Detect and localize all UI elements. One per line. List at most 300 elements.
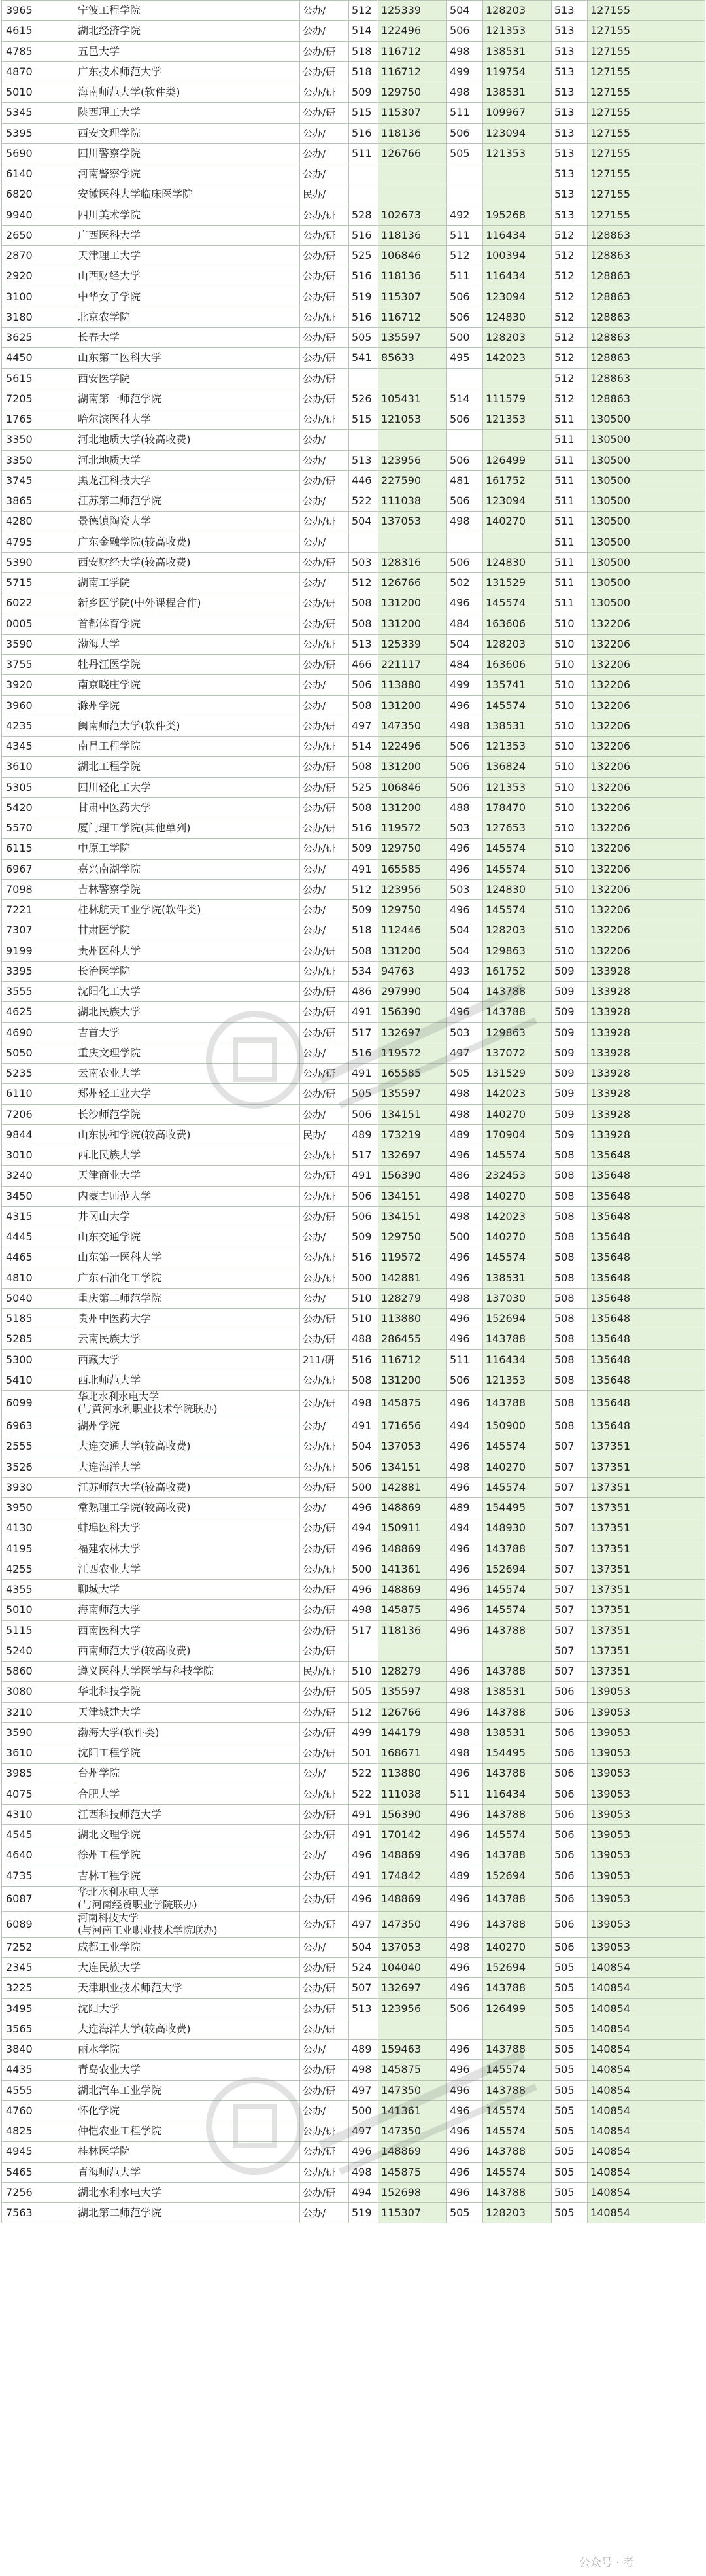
cell-type: 公办/ xyxy=(300,1764,349,1784)
cell-school: 吉林警察学院 xyxy=(75,879,300,899)
cell-type: 公办/ xyxy=(300,1043,349,1063)
table-row xyxy=(2,225,705,245)
cell-score1: 503 xyxy=(349,552,378,572)
cell-rank1: 142881 xyxy=(378,1268,447,1288)
cell-score2: 498 xyxy=(447,41,483,61)
cell-score3: 512 xyxy=(552,246,588,266)
table-row xyxy=(2,470,705,491)
cell-rank1: 131200 xyxy=(378,757,447,777)
cell-rank2: 143788 xyxy=(483,1539,552,1559)
cell-rank2: 143788 xyxy=(483,2182,552,2202)
cell-rank3: 133928 xyxy=(588,1084,705,1104)
cell-rank1: 134151 xyxy=(378,1457,447,1477)
cell-code: 2650 xyxy=(2,225,75,245)
cell-rank2: 124830 xyxy=(483,879,552,899)
table-row xyxy=(2,1559,705,1579)
cell-school: 西安财经大学(较高收费) xyxy=(75,552,300,572)
cell-score3: 509 xyxy=(552,982,588,1002)
cell-rank1: 171656 xyxy=(378,1416,447,1436)
cell-score2: 506 xyxy=(447,1370,483,1390)
cell-score3: 506 xyxy=(552,1866,588,1886)
table-row xyxy=(2,2040,705,2060)
cell-school: 甘肃医学院 xyxy=(75,920,300,941)
cell-rank3: 137351 xyxy=(588,1477,705,1497)
cell-rank1: 173219 xyxy=(378,1124,447,1145)
cell-rank3: 133928 xyxy=(588,1064,705,1084)
cell-score2 xyxy=(447,368,483,389)
cell-score3: 510 xyxy=(552,859,588,879)
cell-rank3: 130500 xyxy=(588,552,705,572)
cell-score2: 496 xyxy=(447,1702,483,1722)
cell-school: 天津商业大学 xyxy=(75,1166,300,1186)
cell-code: 3100 xyxy=(2,287,75,307)
cell-rank1: 156390 xyxy=(378,1804,447,1824)
cell-rank1: 128316 xyxy=(378,552,447,572)
cell-rank3: 132206 xyxy=(588,737,705,757)
cell-school: 湖北水利水电大学 xyxy=(75,2182,300,2202)
cell-score1: 486 xyxy=(349,982,378,1002)
cell-rank3: 127155 xyxy=(588,123,705,143)
cell-rank2: 136824 xyxy=(483,757,552,777)
cell-rank2: 121353 xyxy=(483,409,552,430)
cell-score3: 509 xyxy=(552,1084,588,1104)
table-row xyxy=(2,818,705,839)
table-row xyxy=(2,1825,705,1845)
table-row xyxy=(2,797,705,818)
cell-code: 6022 xyxy=(2,593,75,614)
cell-rank1: 131200 xyxy=(378,614,447,634)
cell-rank1: 165585 xyxy=(378,1064,447,1084)
table-row xyxy=(2,1370,705,1390)
cell-rank1: 115307 xyxy=(378,103,447,123)
cell-school: 华北水利水电大学 (与河南经贸职业学院联办) xyxy=(75,1886,300,1911)
cell-code: 4795 xyxy=(2,532,75,552)
cell-rank3: 133928 xyxy=(588,1022,705,1043)
cell-rank1: 129750 xyxy=(378,1227,447,1247)
cell-score1 xyxy=(349,1641,378,1661)
cell-score1 xyxy=(349,2019,378,2039)
cell-school: 广东石油化工学院 xyxy=(75,1268,300,1288)
cell-score3: 513 xyxy=(552,164,588,184)
cell-rank2: 111579 xyxy=(483,389,552,409)
cell-school: 桂林医学院 xyxy=(75,2142,300,2162)
cell-type: 公办/研 xyxy=(300,1866,349,1886)
cell-score2: 496 xyxy=(447,1580,483,1600)
cell-rank2: 145574 xyxy=(483,2162,552,2182)
cell-type: 公办/ xyxy=(300,1937,349,1957)
cell-score1: 491 xyxy=(349,1064,378,1084)
cell-code: 6089 xyxy=(2,1911,75,1937)
cell-score3: 508 xyxy=(552,1370,588,1390)
cell-school: 大连海洋大学 xyxy=(75,1457,300,1477)
cell-score2: 496 xyxy=(447,1559,483,1579)
cell-type: 公办/研 xyxy=(300,1743,349,1764)
cell-score3: 510 xyxy=(552,839,588,859)
cell-rank1: 128279 xyxy=(378,1288,447,1308)
cell-score2: 498 xyxy=(447,716,483,736)
table-row xyxy=(2,246,705,266)
table-row xyxy=(2,1784,705,1804)
cell-score2: 496 xyxy=(447,2060,483,2080)
cell-school: 仲恺农业工程学院 xyxy=(75,2121,300,2142)
cell-code: 7206 xyxy=(2,1104,75,1124)
cell-type: 公办/研 xyxy=(300,1247,349,1268)
cell-school: 宁波工程学院 xyxy=(75,1,300,21)
cell-score2: 496 xyxy=(447,695,483,716)
cell-rank2: 129863 xyxy=(483,941,552,961)
table-row xyxy=(2,1620,705,1641)
cell-rank1: 131200 xyxy=(378,1370,447,1390)
cell-school: 河北地质大学 xyxy=(75,450,300,470)
cell-score3: 512 xyxy=(552,328,588,348)
cell-rank3: 140854 xyxy=(588,2203,705,2223)
cell-score3: 510 xyxy=(552,737,588,757)
cell-rank1: 131200 xyxy=(378,797,447,818)
cell-rank2 xyxy=(483,164,552,184)
cell-score1: 518 xyxy=(349,41,378,61)
cell-school: 西安文理学院 xyxy=(75,123,300,143)
cell-type: 公办/研 xyxy=(300,1784,349,1804)
cell-type: 公办/研 xyxy=(300,1268,349,1288)
cell-type: 公办/ xyxy=(300,1,349,21)
cell-score2: 506 xyxy=(447,450,483,470)
cell-score2: 496 xyxy=(447,1436,483,1457)
table-row xyxy=(2,941,705,961)
cell-rank2: 145574 xyxy=(483,2121,552,2142)
table-row xyxy=(2,1764,705,1784)
cell-score1: 512 xyxy=(349,1,378,21)
cell-score1 xyxy=(349,368,378,389)
cell-code: 9199 xyxy=(2,941,75,961)
table-row xyxy=(2,552,705,572)
table-row xyxy=(2,737,705,757)
cell-rank1: 118136 xyxy=(378,123,447,143)
cell-rank1: 148869 xyxy=(378,1845,447,1866)
cell-score3: 507 xyxy=(552,1620,588,1641)
cell-code: 7252 xyxy=(2,1937,75,1957)
cell-rank1: 85633 xyxy=(378,348,447,368)
table-row xyxy=(2,675,705,695)
cell-score3: 511 xyxy=(552,512,588,532)
table-row xyxy=(2,1022,705,1043)
cell-score2: 506 xyxy=(447,123,483,143)
cell-rank1: 147350 xyxy=(378,2121,447,2142)
table-row xyxy=(2,21,705,41)
cell-rank2: 128203 xyxy=(483,328,552,348)
cell-score1 xyxy=(349,430,378,450)
cell-score1: 507 xyxy=(349,1978,378,1998)
cell-rank2: 129863 xyxy=(483,1022,552,1043)
cell-school: 天津城建大学 xyxy=(75,1702,300,1722)
cell-score2 xyxy=(447,532,483,552)
cell-rank2: 116434 xyxy=(483,1349,552,1370)
cell-rank1: 129750 xyxy=(378,82,447,103)
cell-score1: 509 xyxy=(349,1227,378,1247)
cell-score1: 509 xyxy=(349,900,378,920)
cell-score1: 505 xyxy=(349,328,378,348)
table-row xyxy=(2,1911,705,1937)
cell-rank3: 132206 xyxy=(588,818,705,839)
cell-rank3: 127155 xyxy=(588,164,705,184)
cell-code: 5420 xyxy=(2,797,75,818)
cell-score1: 498 xyxy=(349,1600,378,1620)
cell-rank2: 142023 xyxy=(483,1206,552,1227)
cell-type: 公办/ xyxy=(300,920,349,941)
table-row xyxy=(2,655,705,675)
table-row xyxy=(2,1600,705,1620)
admission-score-table xyxy=(1,0,705,2223)
cell-code: 5285 xyxy=(2,1329,75,1349)
cell-school: 嘉兴南湖学院 xyxy=(75,859,300,879)
cell-score1: 496 xyxy=(349,1886,378,1911)
cell-score2: 496 xyxy=(447,1620,483,1641)
cell-score1: 510 xyxy=(349,1309,378,1329)
table-row xyxy=(2,512,705,532)
cell-code: 7205 xyxy=(2,389,75,409)
cell-score1: 516 xyxy=(349,266,378,287)
cell-rank1 xyxy=(378,1641,447,1661)
cell-rank3: 135648 xyxy=(588,1329,705,1349)
cell-score2: 506 xyxy=(447,777,483,797)
cell-score3: 508 xyxy=(552,1349,588,1370)
cell-score1: 497 xyxy=(349,2080,378,2100)
cell-rank3: 130500 xyxy=(588,532,705,552)
cell-rank3: 132206 xyxy=(588,859,705,879)
cell-rank3: 137351 xyxy=(588,1539,705,1559)
cell-score1: 525 xyxy=(349,777,378,797)
table-row xyxy=(2,1539,705,1559)
cell-school: 西南师范大学(较高收费) xyxy=(75,1641,300,1661)
cell-school: 长春大学 xyxy=(75,328,300,348)
cell-rank2: 145574 xyxy=(483,900,552,920)
cell-type: 公办/ xyxy=(300,123,349,143)
cell-type: 公办/研 xyxy=(300,266,349,287)
cell-rank2: 145574 xyxy=(483,2100,552,2121)
cell-rank3: 130500 xyxy=(588,573,705,593)
cell-type: 公办/研 xyxy=(300,1064,349,1084)
cell-rank3: 140854 xyxy=(588,2019,705,2039)
cell-rank2: 109967 xyxy=(483,103,552,123)
table-row xyxy=(2,1436,705,1457)
cell-score1: 514 xyxy=(349,21,378,41)
cell-code: 3865 xyxy=(2,491,75,512)
cell-code: 9844 xyxy=(2,1124,75,1145)
cell-rank2: 143788 xyxy=(483,1764,552,1784)
table-row xyxy=(2,982,705,1002)
cell-score3: 506 xyxy=(552,1784,588,1804)
cell-rank2 xyxy=(483,532,552,552)
cell-rank2: 148930 xyxy=(483,1518,552,1539)
cell-rank2: 138531 xyxy=(483,1268,552,1288)
cell-rank1: 148869 xyxy=(378,1498,447,1518)
cell-rank3: 139053 xyxy=(588,1682,705,1702)
cell-score2: 506 xyxy=(447,552,483,572)
table-row xyxy=(2,593,705,614)
cell-rank1: 137053 xyxy=(378,1937,447,1957)
cell-rank1: 126766 xyxy=(378,1702,447,1722)
cell-school: 天津理工大学 xyxy=(75,246,300,266)
cell-school: 云南民族大学 xyxy=(75,1329,300,1349)
cell-rank3: 128863 xyxy=(588,246,705,266)
cell-score3: 511 xyxy=(552,430,588,450)
cell-rank3: 140854 xyxy=(588,2182,705,2202)
cell-score2 xyxy=(447,2019,483,2039)
cell-rank2: 142023 xyxy=(483,1084,552,1104)
cell-score3: 505 xyxy=(552,2100,588,2121)
cell-score3: 508 xyxy=(552,1391,588,1416)
cell-type: 公办/研 xyxy=(300,287,349,307)
cell-rank2: 121353 xyxy=(483,143,552,164)
cell-type: 公办/研 xyxy=(300,2162,349,2182)
table-row xyxy=(2,2080,705,2100)
cell-score1: 501 xyxy=(349,1743,378,1764)
table-row xyxy=(2,757,705,777)
cell-rank1: 123956 xyxy=(378,1998,447,2019)
cell-rank2: 178470 xyxy=(483,797,552,818)
table-row xyxy=(2,716,705,736)
table-row xyxy=(2,1937,705,1957)
cell-rank2: 137030 xyxy=(483,1288,552,1308)
table-row xyxy=(2,1391,705,1416)
cell-type: 公办/研 xyxy=(300,552,349,572)
cell-score2: 511 xyxy=(447,1349,483,1370)
cell-score2: 500 xyxy=(447,1227,483,1247)
cell-score2: 496 xyxy=(447,593,483,614)
cell-type: 公办/ xyxy=(300,1227,349,1247)
cell-code: 4625 xyxy=(2,1002,75,1022)
cell-score1: 500 xyxy=(349,1559,378,1579)
table-row xyxy=(2,777,705,797)
cell-code: 4255 xyxy=(2,1559,75,1579)
cell-rank3: 140854 xyxy=(588,1978,705,1998)
table-row xyxy=(2,61,705,82)
table-row xyxy=(2,1641,705,1661)
cell-score1: 491 xyxy=(349,1416,378,1436)
cell-school: 河南科技大学 (与河南工业职业技术学院联办) xyxy=(75,1911,300,1937)
cell-score3: 511 xyxy=(552,491,588,512)
cell-score3: 511 xyxy=(552,532,588,552)
cell-score2: 496 xyxy=(447,839,483,859)
cell-code: 4280 xyxy=(2,512,75,532)
table-row xyxy=(2,1104,705,1124)
cell-rank1: 170142 xyxy=(378,1825,447,1845)
cell-school: 江西科技师范大学 xyxy=(75,1804,300,1824)
cell-code: 4435 xyxy=(2,2060,75,2080)
cell-rank1: 134151 xyxy=(378,1186,447,1206)
cell-score1: 489 xyxy=(349,2040,378,2060)
table-row xyxy=(2,1702,705,1722)
cell-rank3: 133928 xyxy=(588,1043,705,1063)
cell-code: 5010 xyxy=(2,1600,75,1620)
cell-rank2: 143788 xyxy=(483,1329,552,1349)
cell-school: 重庆第二师范学院 xyxy=(75,1288,300,1308)
cell-school: 西安医学院 xyxy=(75,368,300,389)
cell-score3: 509 xyxy=(552,1022,588,1043)
cell-code: 5300 xyxy=(2,1349,75,1370)
cell-score3: 511 xyxy=(552,470,588,491)
cell-score3: 506 xyxy=(552,1911,588,1937)
cell-score2: 486 xyxy=(447,1166,483,1186)
table-row xyxy=(2,1329,705,1349)
cell-rank3: 130500 xyxy=(588,409,705,430)
cell-rank3: 135648 xyxy=(588,1247,705,1268)
table-row xyxy=(2,1,705,21)
cell-score3: 507 xyxy=(552,1539,588,1559)
cell-score3: 506 xyxy=(552,1682,588,1702)
cell-code: 4235 xyxy=(2,716,75,736)
cell-rank1 xyxy=(378,532,447,552)
cell-score2: 496 xyxy=(447,1825,483,1845)
cell-rank1: 147350 xyxy=(378,2080,447,2100)
cell-rank1: 118136 xyxy=(378,225,447,245)
cell-rank3: 135648 xyxy=(588,1166,705,1186)
table-row xyxy=(2,450,705,470)
cell-type: 公办/研 xyxy=(300,1825,349,1845)
cell-type: 公办/研 xyxy=(300,1329,349,1349)
cell-code: 3985 xyxy=(2,1764,75,1784)
cell-rank3: 137351 xyxy=(588,1518,705,1539)
cell-school: 常熟理工学院(较高收费) xyxy=(75,1498,300,1518)
cell-type: 公办/研 xyxy=(300,1600,349,1620)
cell-score2: 499 xyxy=(447,675,483,695)
cell-rank3: 132206 xyxy=(588,695,705,716)
cell-score3: 505 xyxy=(552,1958,588,1978)
cell-code: 5390 xyxy=(2,552,75,572)
cell-score2: 511 xyxy=(447,1784,483,1804)
cell-type: 公办/研 xyxy=(300,593,349,614)
cell-rank2: 131529 xyxy=(483,573,552,593)
cell-rank1: 132697 xyxy=(378,1022,447,1043)
cell-rank3: 132206 xyxy=(588,634,705,654)
cell-score1: 497 xyxy=(349,716,378,736)
cell-school: 长治医学院 xyxy=(75,961,300,981)
cell-rank1: 135597 xyxy=(378,1682,447,1702)
cell-rank2: 163606 xyxy=(483,614,552,634)
cell-rank3: 140854 xyxy=(588,2162,705,2182)
cell-type: 公办/研 xyxy=(300,307,349,327)
cell-rank2: 195268 xyxy=(483,205,552,225)
cell-school: 牡丹江医学院 xyxy=(75,655,300,675)
cell-school: 吉首大学 xyxy=(75,1022,300,1043)
cell-code: 3240 xyxy=(2,1166,75,1186)
cell-rank2: 232453 xyxy=(483,1166,552,1186)
table-row xyxy=(2,143,705,164)
table-row xyxy=(2,1477,705,1497)
cell-code: 6967 xyxy=(2,859,75,879)
cell-score2: 506 xyxy=(447,491,483,512)
cell-rank3: 128863 xyxy=(588,225,705,245)
cell-rank2: 143788 xyxy=(483,1804,552,1824)
cell-school: 湖南第一师范学院 xyxy=(75,389,300,409)
cell-code: 5240 xyxy=(2,1641,75,1661)
cell-type: 公办/研 xyxy=(300,1166,349,1186)
cell-rank2: 124830 xyxy=(483,552,552,572)
cell-code: 6140 xyxy=(2,164,75,184)
cell-rank1: 131200 xyxy=(378,941,447,961)
cell-rank2: 123094 xyxy=(483,491,552,512)
table-row xyxy=(2,961,705,981)
cell-rank3: 140854 xyxy=(588,2080,705,2100)
cell-type: 公办/研 xyxy=(300,941,349,961)
cell-rank1: 129750 xyxy=(378,900,447,920)
cell-rank1: 105431 xyxy=(378,389,447,409)
cell-score3: 510 xyxy=(552,900,588,920)
cell-type: 公办/研 xyxy=(300,818,349,839)
cell-score3: 511 xyxy=(552,593,588,614)
table-row xyxy=(2,1064,705,1084)
cell-score3: 509 xyxy=(552,1043,588,1063)
cell-type: 公办/ xyxy=(300,1288,349,1308)
